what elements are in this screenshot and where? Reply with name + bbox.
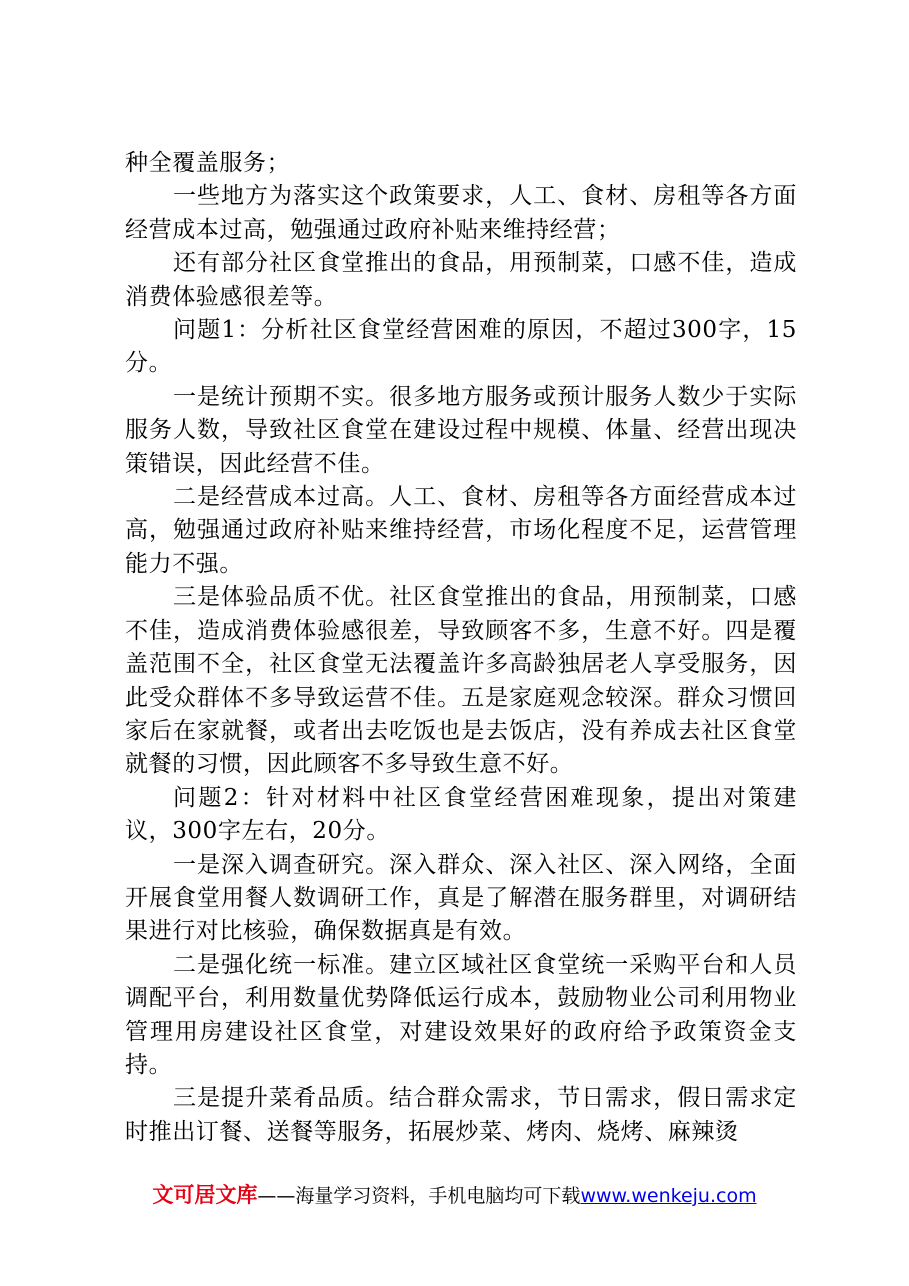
paragraph: 三是提升菜肴品质。结合群众需求，节日需求，假日需求定时推出订餐、送餐等服务，拓展炒菜、烤肉、烧烤、麻辣烫	[125, 1085, 797, 1145]
paragraph: 二是强化统一标准。建立区域社区食堂统一采购平台和人员调配平台，利用数量优势降低运行成本，鼓励物业公司利用物业管理用房建设社区食堂，对建设效果好的政府给予政策资金支持。	[125, 951, 797, 1078]
paragraph: 二是经营成本过高。人工、食材、房租等各方面经营成本过高，勉强通过政府补贴来维持经营，市场化程度不足，运营管理能力不强。	[125, 484, 797, 577]
document-body	[125, 147, 797, 1149]
paragraph: 还有部分社区食堂推出的食品，用预制菜，口感不佳，造成消费体验感很差等。	[125, 250, 797, 310]
footer-banner	[0, 1180, 909, 1211]
question-1-heading: 问题1：分析社区食堂经营困难的原因，不超过300字，15分。	[125, 317, 797, 377]
paragraph: 一是深入调查研究。深入群众、深入社区、深入网络，全面开展食堂用餐人数调研工作，真是了解潜在服务群里，对调研结果进行对比核验，确保数据真是有效。	[125, 851, 797, 945]
paragraph: 三是体验品质不优。社区食堂推出的食品，用预制菜，口感不佳，造成消费体验感很差，导致顾客不多，生意不好。四是覆盖范围不全，社区食堂无法覆盖许多高龄独居老人享受服务，因此受众群体不多导致运营不佳。五是家庭观念较深。群众习惯回家后在家就餐，或者出去吃饭也是去饭店，没有养成去社区食堂就餐的习惯，因此顾客不多导致生意不好。	[125, 584, 797, 778]
footer-description: ——海量学习资料，手机电脑均可下载	[257, 1185, 581, 1207]
footer-brand: 文可居文库	[152, 1183, 258, 1207]
paragraph: 种全覆盖服务；	[125, 150, 291, 176]
paragraph: 一些地方为落实这个政策要求，人工、食材、房租等各方面经营成本过高，勉强通过政府补贴来维持经营；	[125, 183, 797, 243]
question-2-heading: 问题2：针对材料中社区食堂经营困难现象，提出对策建议，300字左右，20分。	[125, 784, 797, 845]
paragraph: 一是统计预期不实。很多地方服务或预计服务人数少于实际服务人数，导致社区食堂在建设过程中规模、体量、经营出现决策错误，因此经营不佳。	[125, 383, 797, 477]
footer-link[interactable]: www.wenkeju.com	[580, 1185, 757, 1207]
